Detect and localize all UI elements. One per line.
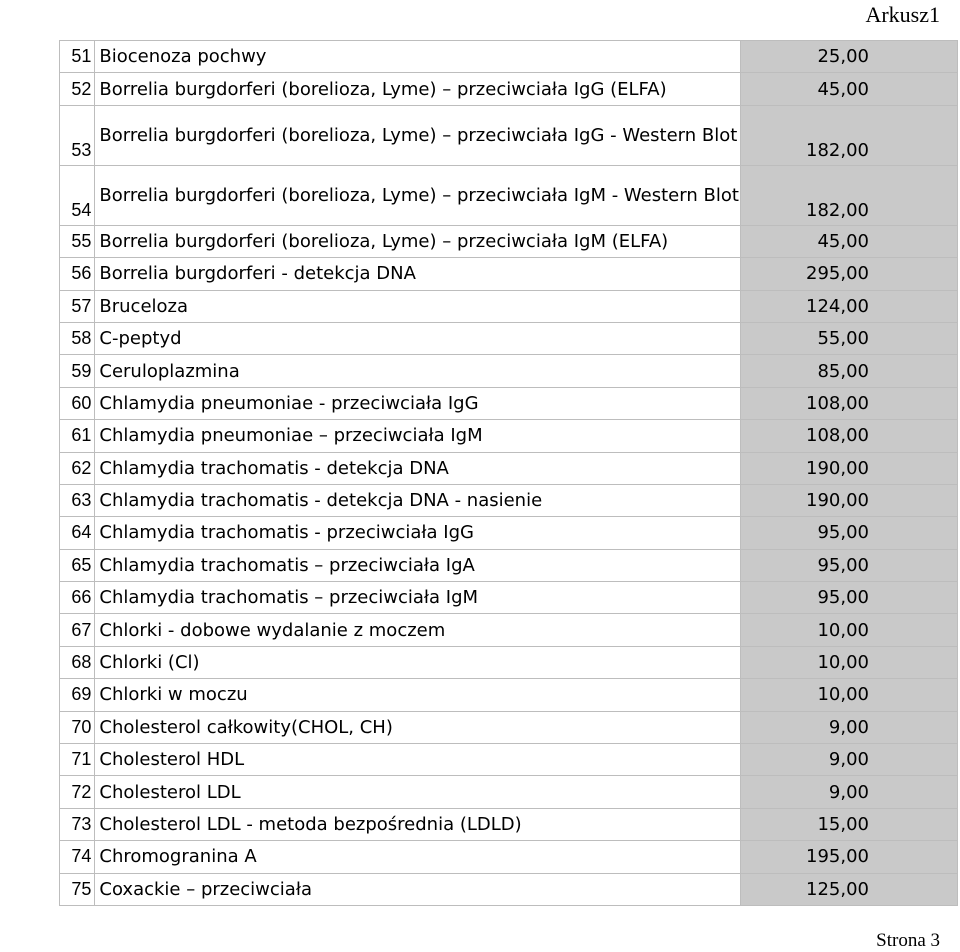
test-price: 45,00	[740, 225, 957, 257]
test-name: Bruceloza	[95, 290, 740, 322]
table-row	[60, 73, 958, 105]
test-price: 85,00	[740, 355, 957, 387]
row-number: 61	[60, 420, 95, 452]
test-price: 195,00	[740, 841, 957, 873]
test-price: 182,00	[740, 165, 957, 225]
row-number: 51	[60, 41, 95, 73]
test-name: Chlorki (Cl)	[95, 646, 740, 678]
table-row	[60, 582, 958, 614]
test-name: Chlamydia trachomatis - przeciwciała IgG	[95, 517, 740, 549]
test-price: 9,00	[740, 776, 957, 808]
table-row	[60, 517, 958, 549]
test-price: 10,00	[740, 679, 957, 711]
table-row	[60, 387, 958, 419]
row-number: 59	[60, 355, 95, 387]
row-number: 62	[60, 452, 95, 484]
table-row	[60, 355, 958, 387]
price-table	[59, 40, 958, 906]
test-price: 125,00	[740, 873, 957, 905]
table-row	[60, 322, 958, 354]
table-row	[60, 105, 958, 165]
table-row	[60, 841, 958, 873]
table-row	[60, 225, 958, 257]
table-row	[60, 484, 958, 516]
test-name: Chromogranina A	[95, 841, 740, 873]
test-name: Borrelia burgdorferi - detekcja DNA	[95, 258, 740, 290]
test-name: Chlorki w moczu	[95, 679, 740, 711]
row-number: 65	[60, 549, 95, 581]
test-name: Chlamydia pneumoniae - przeciwciała IgG	[95, 387, 740, 419]
table-row	[60, 41, 958, 73]
row-number: 55	[60, 225, 95, 257]
test-price: 190,00	[740, 484, 957, 516]
test-name: Borrelia burgdorferi (borelioza, Lyme) – przeciwciała IgG - Western Blot	[95, 105, 740, 165]
test-name: Borrelia burgdorferi (borelioza, Lyme) – przeciwciała IgG (ELFA)	[95, 73, 740, 105]
test-price: 95,00	[740, 582, 957, 614]
test-price: 190,00	[740, 452, 957, 484]
test-price: 95,00	[740, 549, 957, 581]
row-number: 66	[60, 582, 95, 614]
test-name: Chlamydia trachomatis – przeciwciała IgM	[95, 582, 740, 614]
row-number: 68	[60, 646, 95, 678]
test-name: Chlamydia trachomatis - detekcja DNA	[95, 452, 740, 484]
table-row	[60, 873, 958, 905]
table-row	[60, 420, 958, 452]
row-number: 56	[60, 258, 95, 290]
table-row	[60, 679, 958, 711]
row-number: 73	[60, 808, 95, 840]
table-row	[60, 614, 958, 646]
test-name: Chlorki - dobowe wydalanie z moczem	[95, 614, 740, 646]
table-row	[60, 452, 958, 484]
row-number: 67	[60, 614, 95, 646]
test-price: 10,00	[740, 614, 957, 646]
table-row	[60, 290, 958, 322]
row-number: 71	[60, 744, 95, 776]
row-number: 72	[60, 776, 95, 808]
test-price: 15,00	[740, 808, 957, 840]
test-name: Borrelia burgdorferi (borelioza, Lyme) – przeciwciała IgM - Western Blot	[95, 165, 740, 225]
test-price: 182,00	[740, 105, 957, 165]
test-price: 10,00	[740, 646, 957, 678]
table-row	[60, 711, 958, 743]
sheet-title: Arkusz1	[865, 2, 940, 27]
test-name: Chlamydia pneumoniae – przeciwciała IgM	[95, 420, 740, 452]
test-price: 25,00	[740, 41, 957, 73]
test-price: 295,00	[740, 258, 957, 290]
test-price: 124,00	[740, 290, 957, 322]
row-number: 57	[60, 290, 95, 322]
test-price: 95,00	[740, 517, 957, 549]
test-price: 55,00	[740, 322, 957, 354]
table-row	[60, 744, 958, 776]
row-number: 69	[60, 679, 95, 711]
row-number: 58	[60, 322, 95, 354]
row-number: 74	[60, 841, 95, 873]
page-footer: Strona 3	[876, 930, 940, 951]
table-row	[60, 258, 958, 290]
test-price: 45,00	[740, 73, 957, 105]
table-row	[60, 646, 958, 678]
row-number: 70	[60, 711, 95, 743]
test-price: 9,00	[740, 711, 957, 743]
table-row	[60, 808, 958, 840]
table-row	[60, 165, 958, 225]
test-name: Chlamydia trachomatis - detekcja DNA - nasienie	[95, 484, 740, 516]
row-number: 75	[60, 873, 95, 905]
row-number: 53	[60, 105, 95, 165]
test-name: Borrelia burgdorferi (borelioza, Lyme) – przeciwciała IgM (ELFA)	[95, 225, 740, 257]
row-number: 52	[60, 73, 95, 105]
row-number: 54	[60, 165, 95, 225]
test-name: Chlamydia trachomatis – przeciwciała IgA	[95, 549, 740, 581]
test-name: Biocenoza pochwy	[95, 41, 740, 73]
test-name: Cholesterol HDL	[95, 744, 740, 776]
table-row	[60, 776, 958, 808]
test-name: Ceruloplazmina	[95, 355, 740, 387]
test-name: Coxackie – przeciwciała	[95, 873, 740, 905]
row-number: 64	[60, 517, 95, 549]
test-name: Cholesterol LDL	[95, 776, 740, 808]
test-name: C-peptyd	[95, 322, 740, 354]
test-name: Cholesterol całkowity(CHOL, CH)	[95, 711, 740, 743]
table-row	[60, 549, 958, 581]
row-number: 60	[60, 387, 95, 419]
test-price: 108,00	[740, 420, 957, 452]
test-price: 108,00	[740, 387, 957, 419]
test-name: Cholesterol LDL - metoda bezpośrednia (LDLD)	[95, 808, 740, 840]
test-price: 9,00	[740, 744, 957, 776]
row-number: 63	[60, 484, 95, 516]
